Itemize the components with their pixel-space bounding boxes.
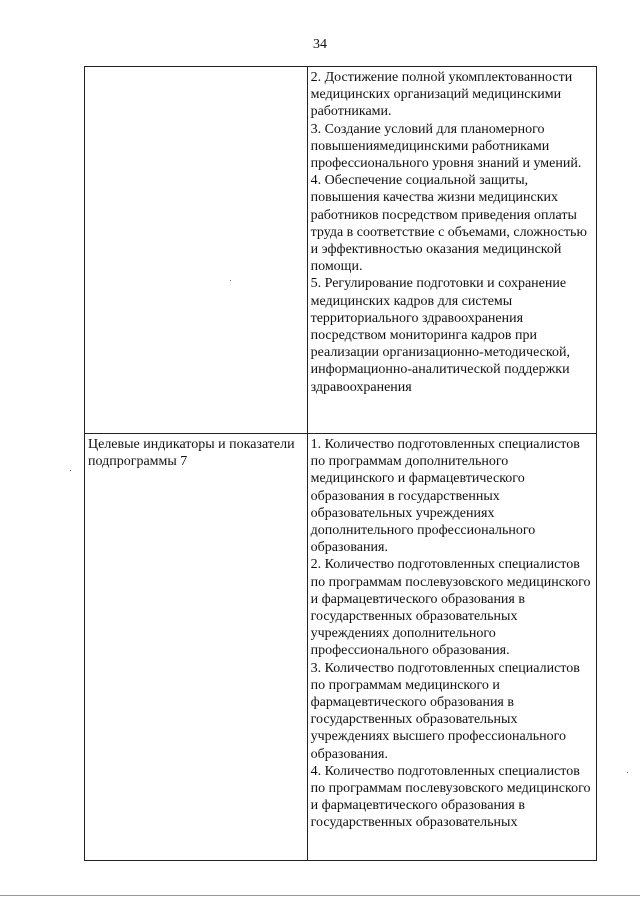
scan-speck [70, 470, 71, 471]
program-table [84, 66, 597, 861]
list-item: 3. Создание условий для планомерного повышениямедицинскими работниками профессионального уровня знаний и умений. [310, 121, 582, 172]
list-item: 4. Количество подготовленных специалистов по программам послевузовского медицинского и фармацевтического образования в государственных образовательных [310, 763, 591, 831]
list-item: 2. Достижение полной укомплектованности медицинских организаций медицинскими работниками. [310, 70, 573, 120]
scan-edge-line [0, 895, 640, 896]
list-item: 2. Количество подготовленных специалистов по программам послевузовского медицинского и фармацевтического образования в государственных образовательных учреждениях дополнительного профессионального образования. [310, 557, 591, 659]
scan-speck [230, 280, 231, 281]
list-item: 5. Регулирование подготовки и сохранение медицинских кадров для системы территориального здравоохранения посредством мониторинга кадров при реализации организационно-методической, информационно-аналитической поддержки здравоохранения [310, 276, 570, 395]
table-row [85, 67, 597, 434]
page-number: 34 [313, 37, 327, 52]
table-cell-label [85, 67, 308, 434]
table-row [85, 434, 597, 861]
scan-speck [627, 772, 628, 773]
row-label: Целевые индикаторы и показатели подпрограммы 7 [88, 437, 295, 470]
table-cell-label [85, 434, 308, 861]
list-item: 1. Количество подготовленных специалистов по программам дополнительного медицинского и фармацевтического образования в государственных образовательных учреждениях дополнительного профессионального образования. [310, 437, 580, 556]
table-cell-content [307, 67, 596, 434]
list-item: 3. Количество подготовленных специалистов по программам медицинского и фармацевтического образования в государственных образовательных учреждениях высшего профессионального образования. [310, 660, 580, 762]
list-item: 4. Обеспечение социальной защиты, повышения качества жизни медицинских работников посредством приведения оплаты труда в соответствие с объемами, сложностью и эффективностью оказания медицинской помощи. [310, 173, 587, 275]
table-cell-content [307, 434, 596, 861]
